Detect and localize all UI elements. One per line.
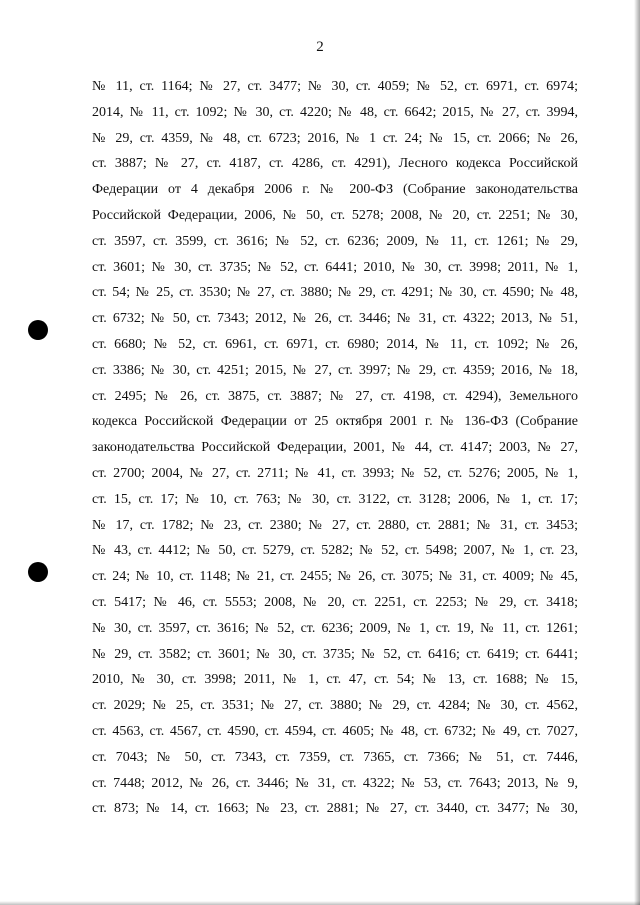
body-text [92,74,578,822]
text-line: № 29, ст. 3582; ст. 3601; № 30, ст. 3735; № 52, ст. 6416; ст. 6419; ст. 6441; [92,646,578,662]
text-line: 2010, № 30, ст. 3998; 2011, № 1, ст. 47, ст. 54; № 13, ст. 1688; № 15, [92,672,578,688]
text-line: ст. 3597, ст. 3599, ст. 3616; № 52, ст. 6236; 2009, № 11, ст. 1261; № 29, [92,233,578,249]
text-line: ст. 6732; № 50, ст. 7343; 2012, № 26, ст. 3446; № 31, ст. 4322; 2013, № 51, [92,311,578,327]
text-line: ст. 7043; № 50, ст. 7343, ст. 7359, ст. 7365, ст. 7366; № 51, ст. 7446, [92,749,578,765]
text-line: ст. 5417; № 46, ст. 5553; 2008, № 20, ст. 2251, ст. 2253; № 29, ст. 3418; [92,594,578,610]
page-edge-shadow [634,0,640,905]
text-line: ст. 6680; № 52, ст. 6961, ст. 6971, ст. 6980; 2014, № 11, ст. 1092; № 26, [92,336,578,352]
text-line: ст. 15, ст. 17; № 10, ст. 763; № 30, ст. 3122, ст. 3128; 2006, № 1, ст. 17; [92,491,578,507]
text-line: № 11, ст. 1164; № 27, ст. 3477; № 30, ст. 4059; № 52, ст. 6971, ст. 6974; [92,79,578,94]
text-line: ст. 2029; № 25, ст. 3531; № 27, ст. 3880; № 29, ст. 4284; № 30, ст. 4562, [92,698,578,714]
text-line: законодательства Российской Федерации, 2001, № 44, ст. 4147; 2003, № 27, [92,440,578,456]
text-line: ст. 7448; 2012, № 26, ст. 3446; № 31, ст. 4322; № 53, ст. 7643; 2013, № 9, [92,775,578,791]
punch-hole-mark [28,320,48,340]
text-line: № 17, ст. 1782; № 23, ст. 2380; № 27, ст. 2880, ст. 2881; № 31, ст. 3453; [92,517,578,533]
text-line: ст. 4563, ст. 4567, ст. 4590, ст. 4594, ст. 4605; № 48, ст. 6732; № 49, ст. 7027, [92,723,578,739]
page-edge-shadow [0,901,640,905]
text-line: 2014, № 11, ст. 1092; № 30, ст. 4220; № 48, ст. 6642; 2015, № 27, ст. 3994, [92,104,578,120]
text-line: Российской Федерации, 2006, № 50, ст. 5278; 2008, № 20, ст. 2251; № 30, [92,207,578,223]
text-line: ст. 54; № 25, ст. 3530; № 27, ст. 3880; № 29, ст. 4291; № 30, ст. 4590; № 48, [92,285,578,301]
text-line: кодекса Российской Федерации от 25 октября 2001 г. № 136-ФЗ (Собрание [92,414,578,430]
text-line: № 29, ст. 4359, № 48, ст. 6723; 2016, № 1 ст. 24; № 15, ст. 2066; № 26, [92,130,578,146]
text-line: Федерации от 4 декабря 2006 г. № 200-ФЗ (Собрание законодательства [92,182,578,198]
text-line: ст. 3601; № 30, ст. 3735; № 52, ст. 6441; 2010, № 30, ст. 3998; 2011, № 1, [92,259,578,275]
text-line: ст. 2495; № 26, ст. 3875, ст. 3887; № 27, ст. 4198, ст. 4294), Земельного [92,388,578,404]
text-line: ст. 3887; № 27, ст. 4187, ст. 4286, ст. 4291), Лесного кодекса Российской [92,156,578,172]
punch-hole-mark [28,562,48,582]
text-line: ст. 873; № 14, ст. 1663; № 23, ст. 2881; № 27, ст. 3440, ст. 3477; № 30, [92,801,578,817]
text-line: № 30, ст. 3597, ст. 3616; № 52, ст. 6236; 2009, № 1, ст. 19, № 11, ст. 1261; [92,620,578,636]
text-line: ст. 24; № 10, ст. 1148; № 21, ст. 2455; № 26, ст. 3075; № 31, ст. 4009; № 45, [92,569,578,585]
text-line: № 43, ст. 4412; № 50, ст. 5279, ст. 5282; № 52, ст. 5498; 2007, № 1, ст. 23, [92,543,578,559]
page-number: 2 [316,39,324,55]
text-line: ст. 3386; № 30, ст. 4251; 2015, № 27, ст. 3997; № 29, ст. 4359; 2016, № 18, [92,362,578,378]
text-line: ст. 2700; 2004, № 27, ст. 2711; № 41, ст. 3993; № 52, ст. 5276; 2005, № 1, [92,465,578,481]
